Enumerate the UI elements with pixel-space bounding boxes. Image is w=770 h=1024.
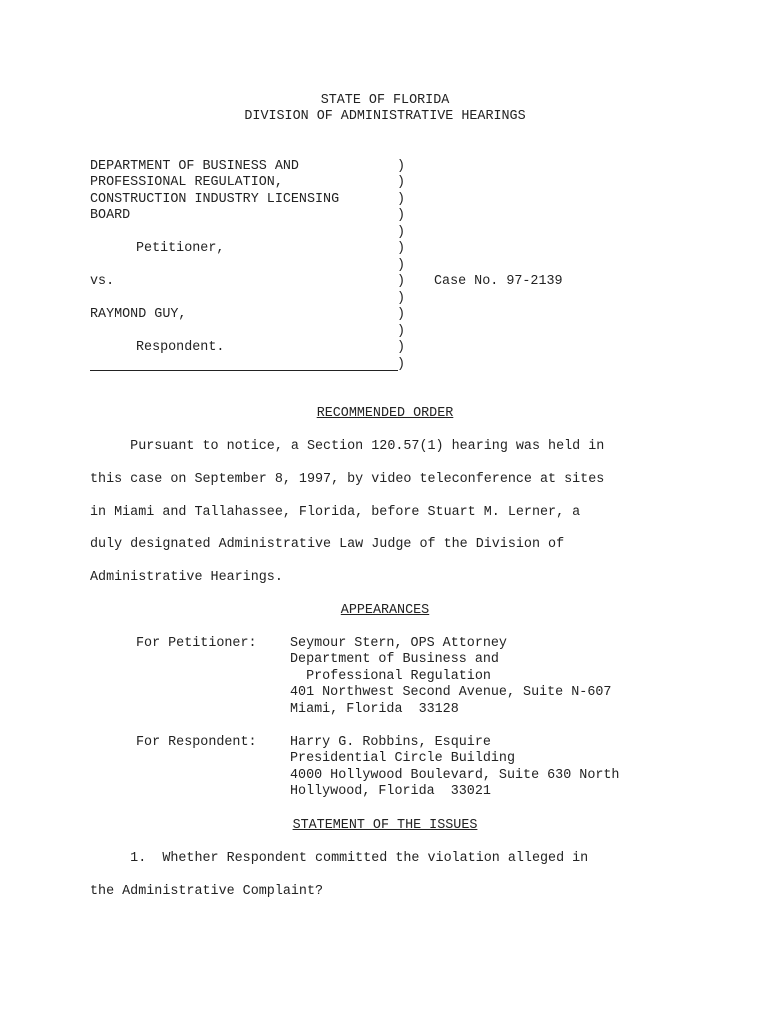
caption-paren: ) (397, 175, 406, 190)
caption-paren: ) (397, 225, 406, 240)
petitioner-counsel-line-4: 401 Northwest Second Avenue, Suite N-607 (290, 685, 612, 700)
caption-paren: ) (397, 159, 406, 174)
intro-line-3: in Miami and Tallahassee, Florida, before Stuart M. Lerner, a (90, 505, 581, 520)
caption-paren: ) (397, 291, 406, 306)
caption-paren: ) (397, 274, 406, 289)
petitioner-counsel-line-3: Professional Regulation (290, 669, 491, 684)
respondent-counsel-line-3: 4000 Hollywood Boulevard, Suite 630 North (290, 768, 620, 783)
issue-line-1: 1. Whether Respondent committed the violation alleged in (90, 851, 589, 866)
caption-paren: ) (397, 208, 406, 223)
respondent-counsel-line-2: Presidential Circle Building (290, 751, 515, 766)
court-name: STATE OF FLORIDA (320, 93, 450, 108)
division-name: DIVISION OF ADMINISTRATIVE HEARINGS (244, 109, 526, 124)
caption-paren: ) (397, 258, 406, 273)
petitioner-counsel-line-5: Miami, Florida 33128 (290, 702, 459, 717)
petitioner-name-line-2: PROFESSIONAL REGULATION, (90, 175, 283, 190)
caption-paren: ) (397, 241, 406, 256)
versus-label: vs. (90, 274, 115, 289)
appearances-heading: APPEARANCES (340, 603, 430, 618)
caption-paren: ) (397, 307, 406, 322)
petitioner-counsel-line-1: Seymour Stern, OPS Attorney (290, 636, 507, 651)
respondent-counsel-line-1: Harry G. Robbins, Esquire (290, 735, 491, 750)
caption-paren: ) (397, 192, 406, 207)
petitioner-name-line-4: BOARD (90, 208, 131, 223)
respondent-role: Respondent. (136, 340, 225, 355)
intro-line-5: Administrative Hearings. (90, 570, 283, 585)
intro-line-2: this case on September 8, 1997, by video teleconference at sites (90, 472, 605, 487)
petitioner-role: Petitioner, (136, 241, 225, 256)
petitioner-name-line-3: CONSTRUCTION INDUSTRY LICENSING (90, 192, 340, 207)
petitioner-name-line-1: DEPARTMENT OF BUSINESS AND (90, 159, 299, 174)
issues-heading: STATEMENT OF THE ISSUES (292, 818, 478, 833)
caption-paren: ) (397, 357, 406, 372)
respondent-counsel-label: For Respondent: (136, 735, 257, 750)
case-number: Case No. 97-2139 (434, 274, 563, 289)
respondent-name: RAYMOND GUY, (90, 307, 187, 322)
caption-paren: ) (397, 340, 406, 355)
caption-paren: ) (397, 324, 406, 339)
caption-divider (90, 370, 398, 371)
petitioner-counsel-line-2: Department of Business and (290, 652, 499, 667)
intro-line-1: Pursuant to notice, a Section 120.57(1) hearing was held in (90, 439, 605, 454)
order-title: RECOMMENDED ORDER (316, 406, 454, 421)
respondent-counsel-line-4: Hollywood, Florida 33021 (290, 784, 491, 799)
issue-line-2: the Administrative Complaint? (90, 884, 324, 899)
petitioner-counsel-label: For Petitioner: (136, 636, 257, 651)
intro-line-4: duly designated Administrative Law Judge of the Division of (90, 537, 565, 552)
